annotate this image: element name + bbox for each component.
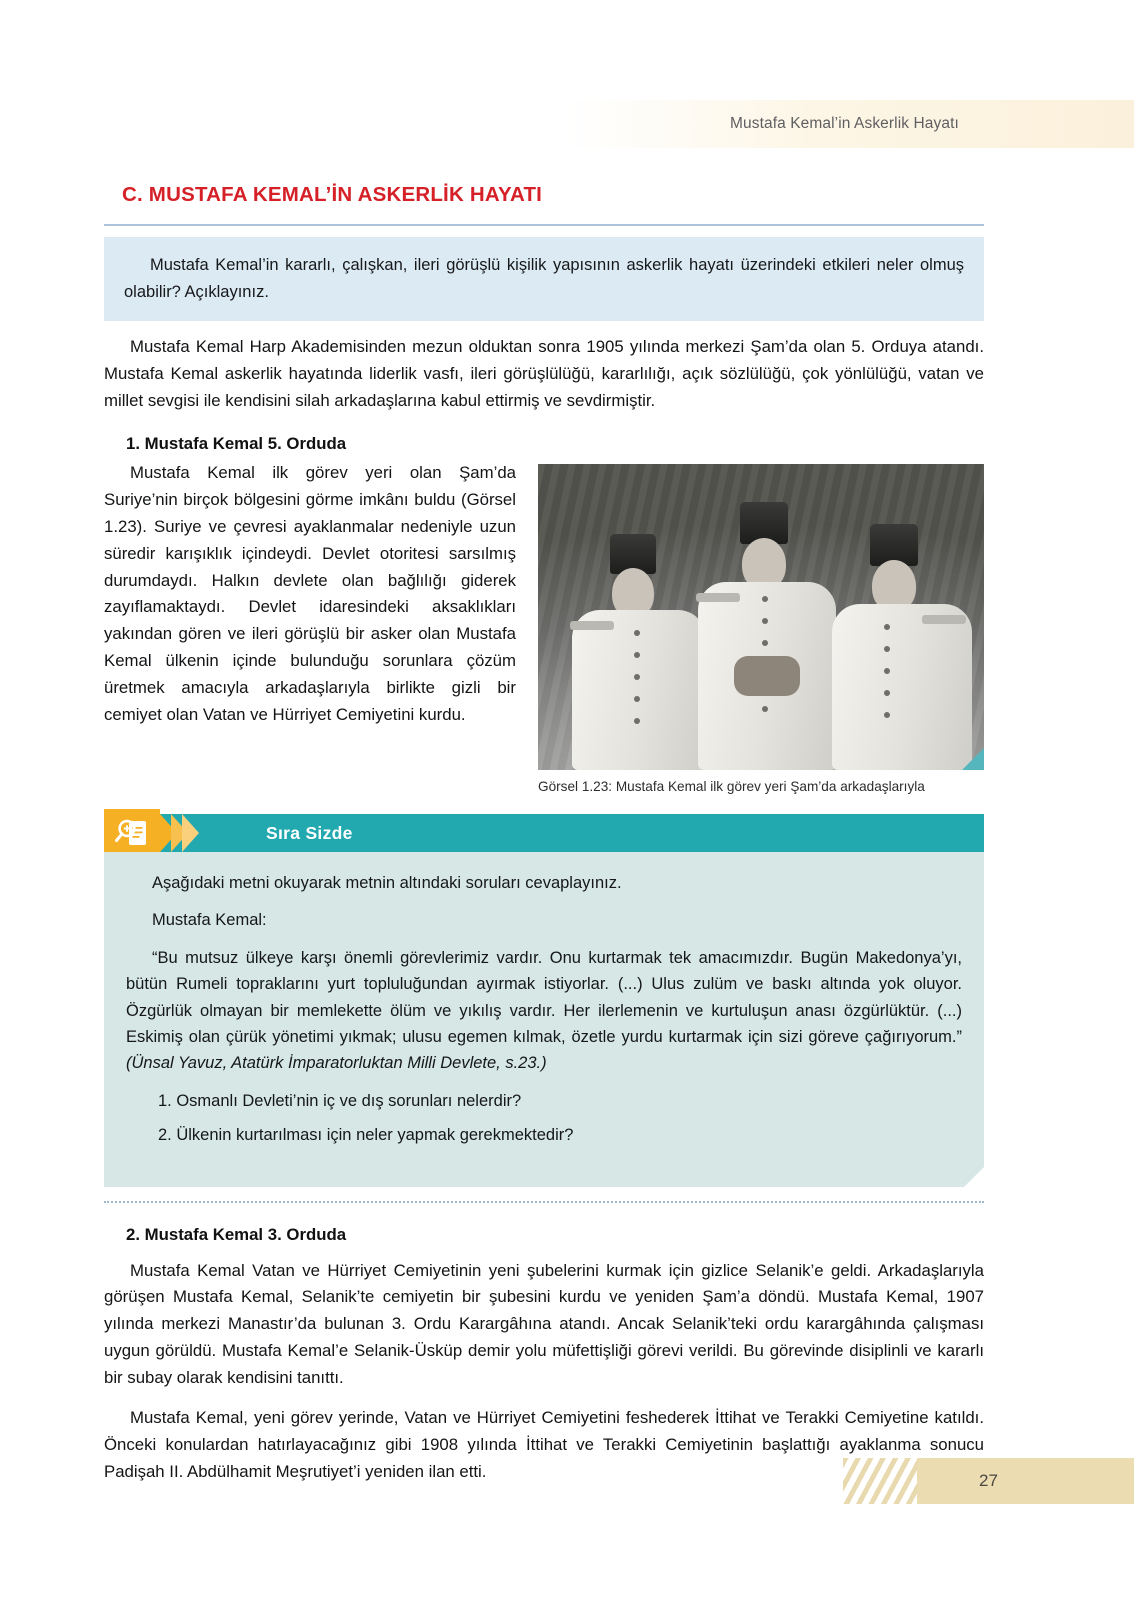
page-number: 27 (979, 1471, 998, 1490)
subsection-2-paragraph-1: Mustafa Kemal Vatan ve Hürriyet Cemiyetinin yeni şubelerini kurmak için gizlice Selanik’e geldi. Arkadaşlarıyla görüşen Mustafa Kemal, Selanik’te cemiyetin bir şubesini kurdu ve yeniden Şam’a döndü. Mustafa Kemal, 1907 yılında merkezi Manastır’da bulunan 3. Ordu Karargâhına atandı. Ancak Selanik’teki ordu karargâhında çalışması uygun görüldü. Mustafa Kemal’e Selanik-Üsküp demir yolu müfettişliği görevi verildi. Bu görevinde disiplinli ve kararlı bir subay olarak kendisini tanıttı. (104, 1260, 984, 1388)
activity-quote-text: “Bu mutsuz ülkeye karşı önemli görevlerimiz vardır. Onu kurtarmak tek amacımızdır. Bugün Makedonya’yı, bütün Rumeli topraklarını yurt topluluğundan ayırmak istiyorlar. (...) Ulus zulüm ve baskı altında yok oluyor. Özgürlük olmayan bir memlekette ölüm ve yıkılış vardır. Her ilerlemenin ve kurtuluşun anası özgürlüktür. (...) Eskimiş olan çürük yönetimi yıkmak; ulusu egemen kılmak, özetle yurdu kurtarmak için sizi göreve çağırıyorum.” (126, 948, 962, 1047)
activity-sira-sizde (104, 814, 984, 1203)
intro-question-box (104, 237, 984, 321)
page-title: C. MUSTAFA KEMAL’İN ASKERLİK HAYATI (122, 183, 543, 206)
activity-question-1: 1. Osmanlı Devleti’nin iç ve dış sorunları nelerdir? (158, 1091, 522, 1110)
photo-buttons-right (884, 624, 890, 736)
subsection-2-paragraph-2: Mustafa Kemal, yeni görev yerinde, Vatan ve Hürriyet Cemiyetini feshederek İttihat ve Terakki Cemiyetine katıldı. Önceki konulardan hatırlayacağınız gibi 1908 yılında İttihat ve Terakki Cemiyetinin başlattığı ayaklanma sonucu Padişah II. Abdülhamit Meşrutiyet’i yeniden ilan etti. (104, 1407, 984, 1481)
footer-plate (917, 1458, 1134, 1504)
photo-epaulette-left (570, 621, 614, 630)
photo-buttons-left (634, 630, 640, 740)
photo-epaulette-center (696, 593, 740, 602)
subsection-1-heading: 1. Mustafa Kemal 5. Orduda (126, 434, 347, 454)
figure-image (538, 464, 984, 770)
photo-epaulette-right (922, 615, 966, 624)
page-content (104, 0, 984, 1486)
photo-soldier-right (826, 518, 980, 770)
figure-1-23 (538, 464, 984, 796)
chevron-right-icon (182, 814, 199, 852)
intro-paragraph: Mustafa Kemal Harp Akademisinden mezun olduktan sonra 1905 yılında merkezi Şam’da olan 5. Orduya atandı. Mustafa Kemal askerlik hayatında liderlik vasfı, ileri görüşlülüğü, kararlılığı, açık sözlülüğü, çok yönlülüğü, vatan ve millet sevgisi ile kendisini silah arkadaşlarına kabul ettirmiş ve sevdirmiştir. (104, 337, 984, 411)
intro-question-text: Mustafa Kemal’in kararlı, çalışkan, ileri görüşlü kişilik yapısının askerlik hayatı üzerindeki etkileri neler olmuş olabilir? Açıklayınız. (124, 256, 964, 301)
activity-instruction: Aşağıdaki metni okuyarak metnin altındaki soruları cevaplayınız. (152, 874, 622, 893)
photo-clasped-hands (734, 656, 800, 696)
activity-header-bar (104, 814, 984, 852)
activity-bottom-divider (104, 1201, 984, 1203)
figure-text-block (104, 460, 984, 795)
page-footer (843, 1458, 1134, 1504)
magnifier-document-icon (104, 809, 160, 857)
figure-corner-accent (962, 748, 984, 770)
photo-tunic-right (832, 604, 972, 770)
chevron-right-icon-group (160, 814, 199, 852)
activity-body (104, 852, 984, 1187)
activity-quote-source: (Ünsal Yavuz, Atatürk İmparatorluktan Milli Devlete, s.23.) (126, 1054, 547, 1073)
running-header-title: Mustafa Kemal’in Askerlik Hayatı (730, 115, 959, 132)
activity-speaker: Mustafa Kemal: (152, 911, 267, 930)
figure-caption: Görsel 1.23: Mustafa Kemal ilk görev yeri Şam’da arkadaşlarıyla (538, 779, 925, 795)
activity-quote (126, 945, 962, 1077)
subsection-1-paragraph: Mustafa Kemal ilk görev yeri olan Şam’da Suriye’nin birçok bölgesini görme imkânı buldu (Görsel 1.23). Suriye ve çevresi ayaklanmalar nedeniyle uzun süredir karışıklık içindeydi. Devlet otoritesi sarsılmış durumdaydı. Halkın devlete olan bağlılığı giderek zayıflamaktaydı. Devlet idaresindeki aksaklıkları yakından gören ve ileri görüşlü bir asker olan Mustafa Kemal ülkenin içinde bulunduğu sorunlara çözüm üretmek amacıyla arkadaşlarıyla birlikte gizli bir cemiyet olan Vatan ve Hürriyet Cemiyetini kurdu. (104, 463, 516, 724)
activity-question-2: 2. Ülkenin kurtarılması için neler yapmak gerekmektedir? (158, 1126, 574, 1145)
activity-label: Sıra Sizde (266, 822, 353, 843)
subsection-2-heading: 2. Mustafa Kemal 3. Orduda (126, 1224, 347, 1244)
title-divider (104, 224, 984, 226)
activity-corner-accent (964, 1167, 984, 1187)
photo-soldier-center (688, 498, 844, 770)
